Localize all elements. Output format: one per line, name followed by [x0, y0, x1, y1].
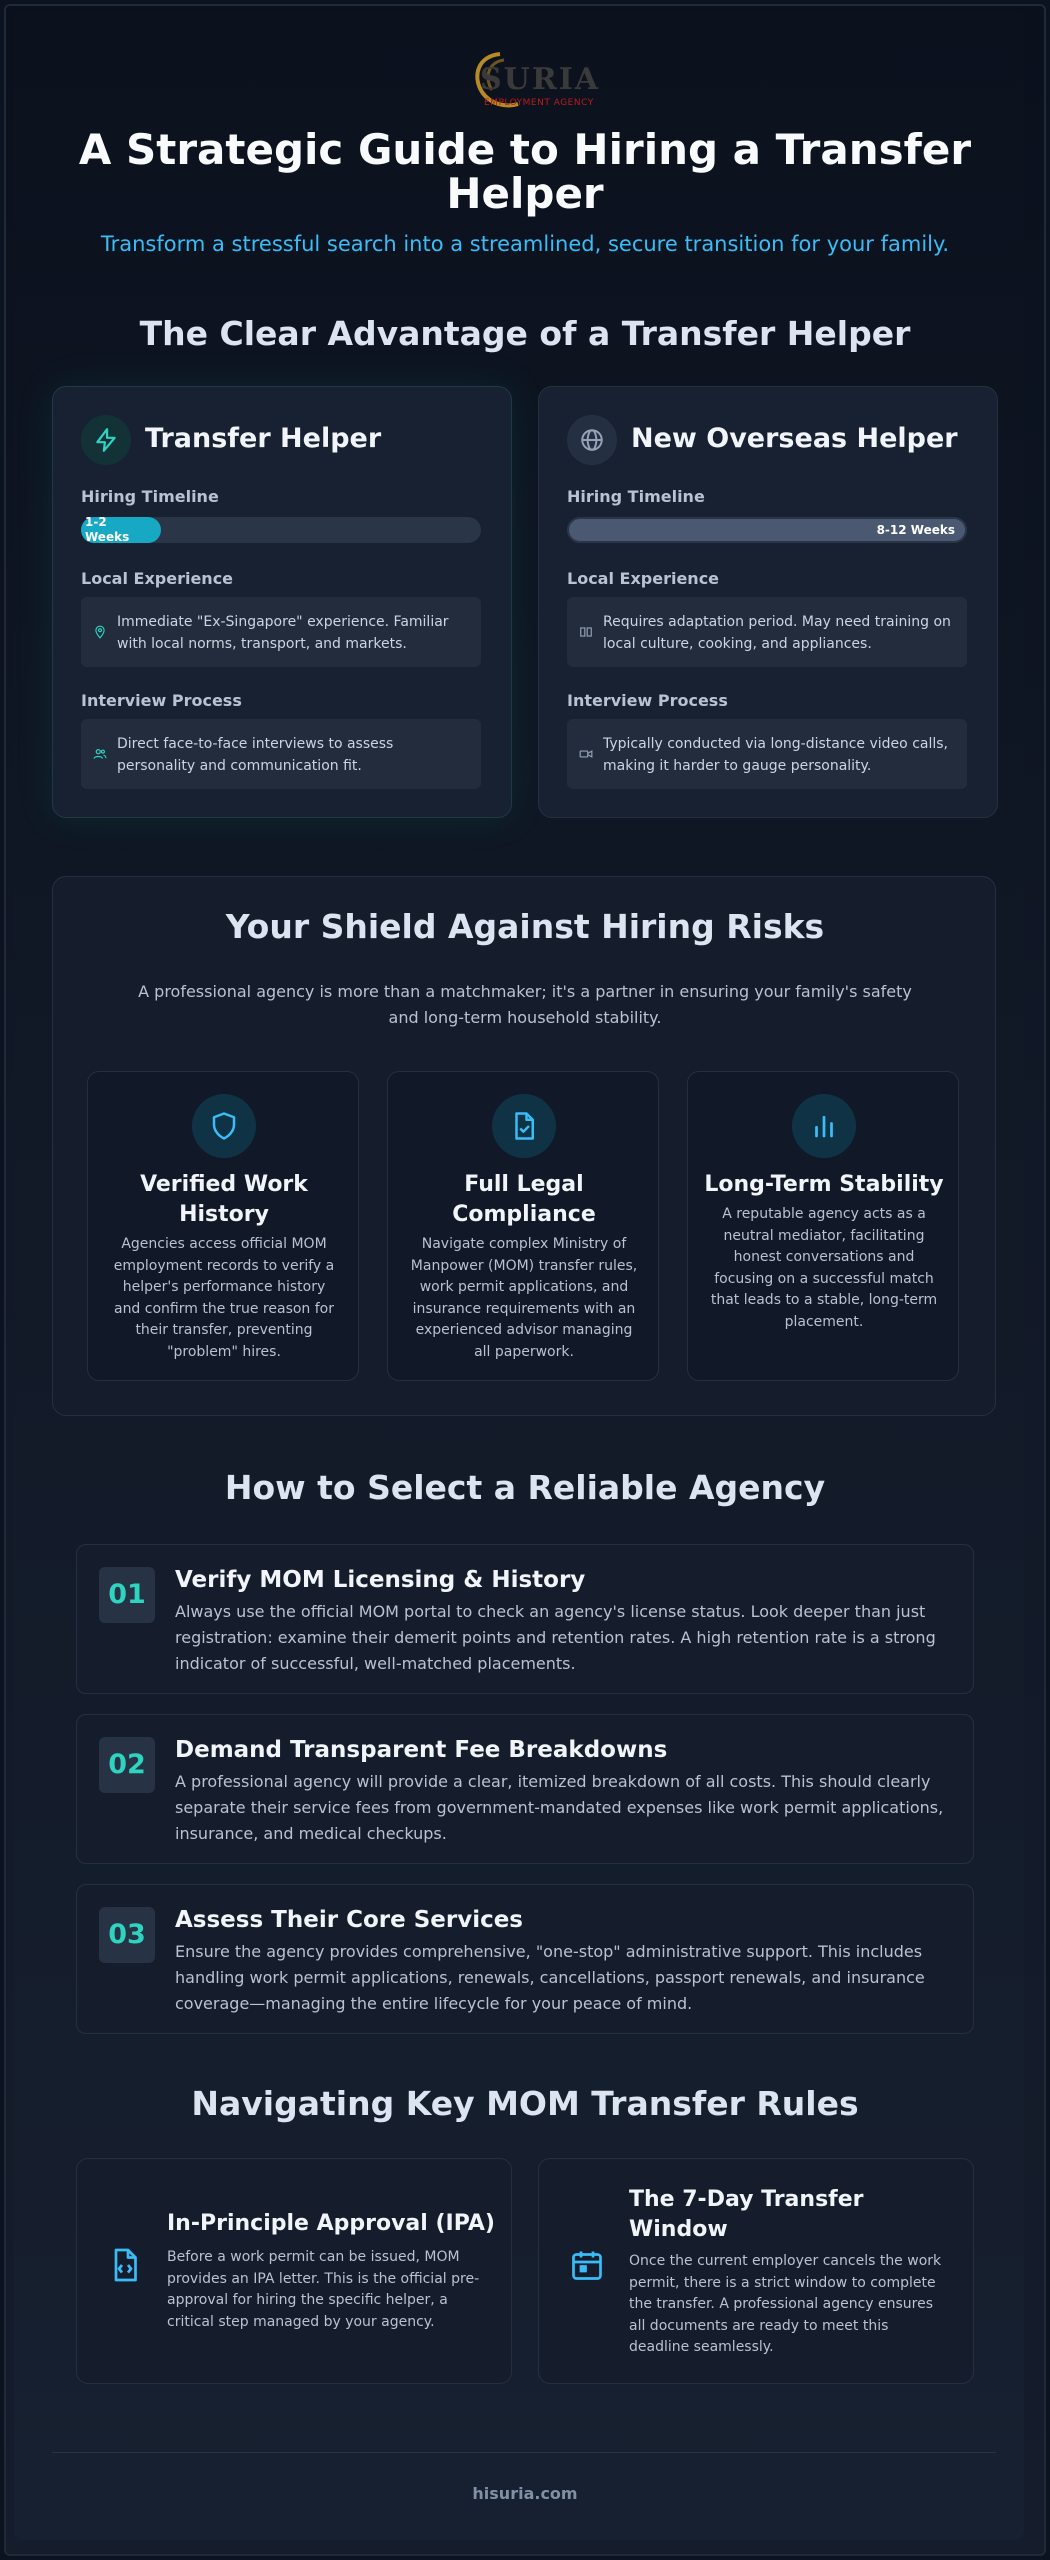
timeline-value: 1-2 Weeks [85, 515, 130, 544]
bar-chart-icon [792, 1094, 856, 1158]
step-card-02 [76, 1714, 974, 1864]
card-title: Transfer Helper [145, 423, 382, 454]
step-text: A professional agency will provide a clear, itemized breakdown of all costs. This should clearly separate their service fees from government-mandated expenses like work permit applications, insurance, and medical checkups. [175, 1772, 944, 1843]
calendar-icon [569, 2247, 605, 2283]
step-text: Always use the official MOM portal to check an agency's license status. Look deeper than just registration: examine their demerit points and retention rates. A high retention rate is a strong indicator of successful, well-matched placements. [175, 1602, 936, 1673]
rule-card-transfer-window [538, 2158, 974, 2384]
interview-label: Interview Process [81, 691, 242, 710]
experience-label: Local Experience [567, 569, 720, 588]
step-card-03 [76, 1884, 974, 2034]
video-icon [579, 747, 593, 761]
risk-title: Verified Work History [140, 1172, 308, 1227]
rules-heading: Navigating Key MOM Transfer Rules [191, 2084, 859, 2123]
brand-logo [450, 48, 600, 118]
users-icon [93, 747, 107, 761]
interview-text: Direct face-to-face interviews to assess personality and communication fit. [117, 736, 394, 774]
risk-title: Long-Term Stability [704, 1172, 944, 1197]
shield-icon [192, 1094, 256, 1158]
shield-heading: Your Shield Against Hiring Risks [225, 907, 825, 946]
advantage-heading: The Clear Advantage of a Transfer Helper [139, 314, 911, 353]
experience-label: Local Experience [81, 569, 234, 588]
card-title: New Overseas Helper [631, 423, 958, 454]
book-icon [579, 625, 593, 639]
map-pin-icon [93, 625, 107, 639]
step-number: 01 [99, 1567, 155, 1623]
rule-text: Before a work permit can be issued, MOM provides an IPA letter. This is the official pre-approval for hiring the specific helper, a critical step managed by your agency. [167, 2249, 480, 2330]
timeline-bar [567, 517, 967, 543]
timeline-bar-fill [567, 517, 967, 543]
footer-site-link[interactable]: hisuria.com [472, 2484, 578, 2503]
logo-subtitle: EMPLOYMENT AGENCY [484, 98, 594, 108]
timeline-bar-fill [81, 517, 161, 543]
footer-divider [52, 2452, 996, 2453]
experience-text: Requires adaptation period. May need training on local culture, cooking, and appliances. [603, 614, 951, 652]
risk-text: A reputable agency acts as a neutral mediator, facilitating honest conversations and focusing on a successful match that leads to a stable, long-term placement. [710, 1206, 938, 1330]
rule-text: Once the current employer cancels the work permit, there is a strict window to complete the transfer. A professional agency ensures all documents are ready to meet this deadline seamlessly. [629, 2253, 942, 2355]
timeline-label: Hiring Timeline [567, 487, 705, 506]
interview-box [81, 719, 481, 789]
select-heading: How to Select a Reliable Agency [224, 1468, 826, 1507]
timeline-bar [81, 517, 481, 543]
page-subtitle: Transform a stressful search into a streamlined, secure transition for your family. [100, 232, 950, 256]
timeline-label: Hiring Timeline [81, 487, 219, 506]
rule-card-ipa [76, 2158, 512, 2384]
experience-text: Immediate "Ex-Singapore" experience. Familiar with local norms, transport, and markets. [117, 614, 449, 652]
experience-box [81, 597, 481, 667]
risk-title: Full Legal Compliance [452, 1172, 596, 1227]
interview-label: Interview Process [567, 691, 728, 710]
step-title: Verify MOM Licensing & History [175, 1567, 586, 1593]
experience-box [567, 597, 967, 667]
step-number: 03 [99, 1907, 155, 1963]
interview-box [567, 719, 967, 789]
rule-title: The 7-Day Transfer Window [629, 2187, 864, 2242]
overseas-helper-card [538, 386, 998, 818]
step-number: 02 [99, 1737, 155, 1793]
lightning-icon [81, 415, 131, 465]
risk-text: Agencies access official MOM employment records to verify a helper's performance history and confirm the true reason for their transfer, preventing "problem" hires. [113, 1236, 335, 1360]
globe-icon [567, 415, 617, 465]
interview-text: Typically conducted via long-distance video calls, making it harder to gauge personality. [603, 736, 948, 774]
risk-card-legal-compliance [387, 1071, 659, 1381]
page-title: A Strategic Guide to Hiring a Transfer Helper [78, 125, 972, 218]
rule-title: In-Principle Approval (IPA) [167, 2211, 495, 2236]
step-text: Ensure the agency provides comprehensive, "one-stop" administrative support. This includes handling work permit applications, renewals, cancellations, passport renewals, and insurance coverage—managing the entire lifecycle for your peace of mind. [175, 1942, 925, 2013]
risk-card-long-term-stability [687, 1071, 959, 1381]
step-title: Demand Transparent Fee Breakdowns [175, 1737, 668, 1763]
transfer-helper-card [52, 386, 512, 818]
logo-wordmark: SURIA [480, 62, 601, 97]
file-code-icon [107, 2247, 143, 2283]
risk-text: Navigate complex Ministry of Manpower (MOM) transfer rules, work permit applications, and insurance requirements with an experienced advisor managing all paperwork. [410, 1236, 638, 1360]
shield-intro: A professional agency is more than a matchmaker; it's a partner in ensuring your family's safety and long-term household stability. [138, 982, 912, 1027]
risk-card-verified-history [87, 1071, 359, 1381]
file-check-icon [492, 1094, 556, 1158]
step-title: Assess Their Core Services [175, 1907, 523, 1933]
timeline-value: 8-12 Weeks [876, 523, 955, 537]
risk-shield-section [52, 876, 996, 1416]
step-card-01 [76, 1544, 974, 1694]
